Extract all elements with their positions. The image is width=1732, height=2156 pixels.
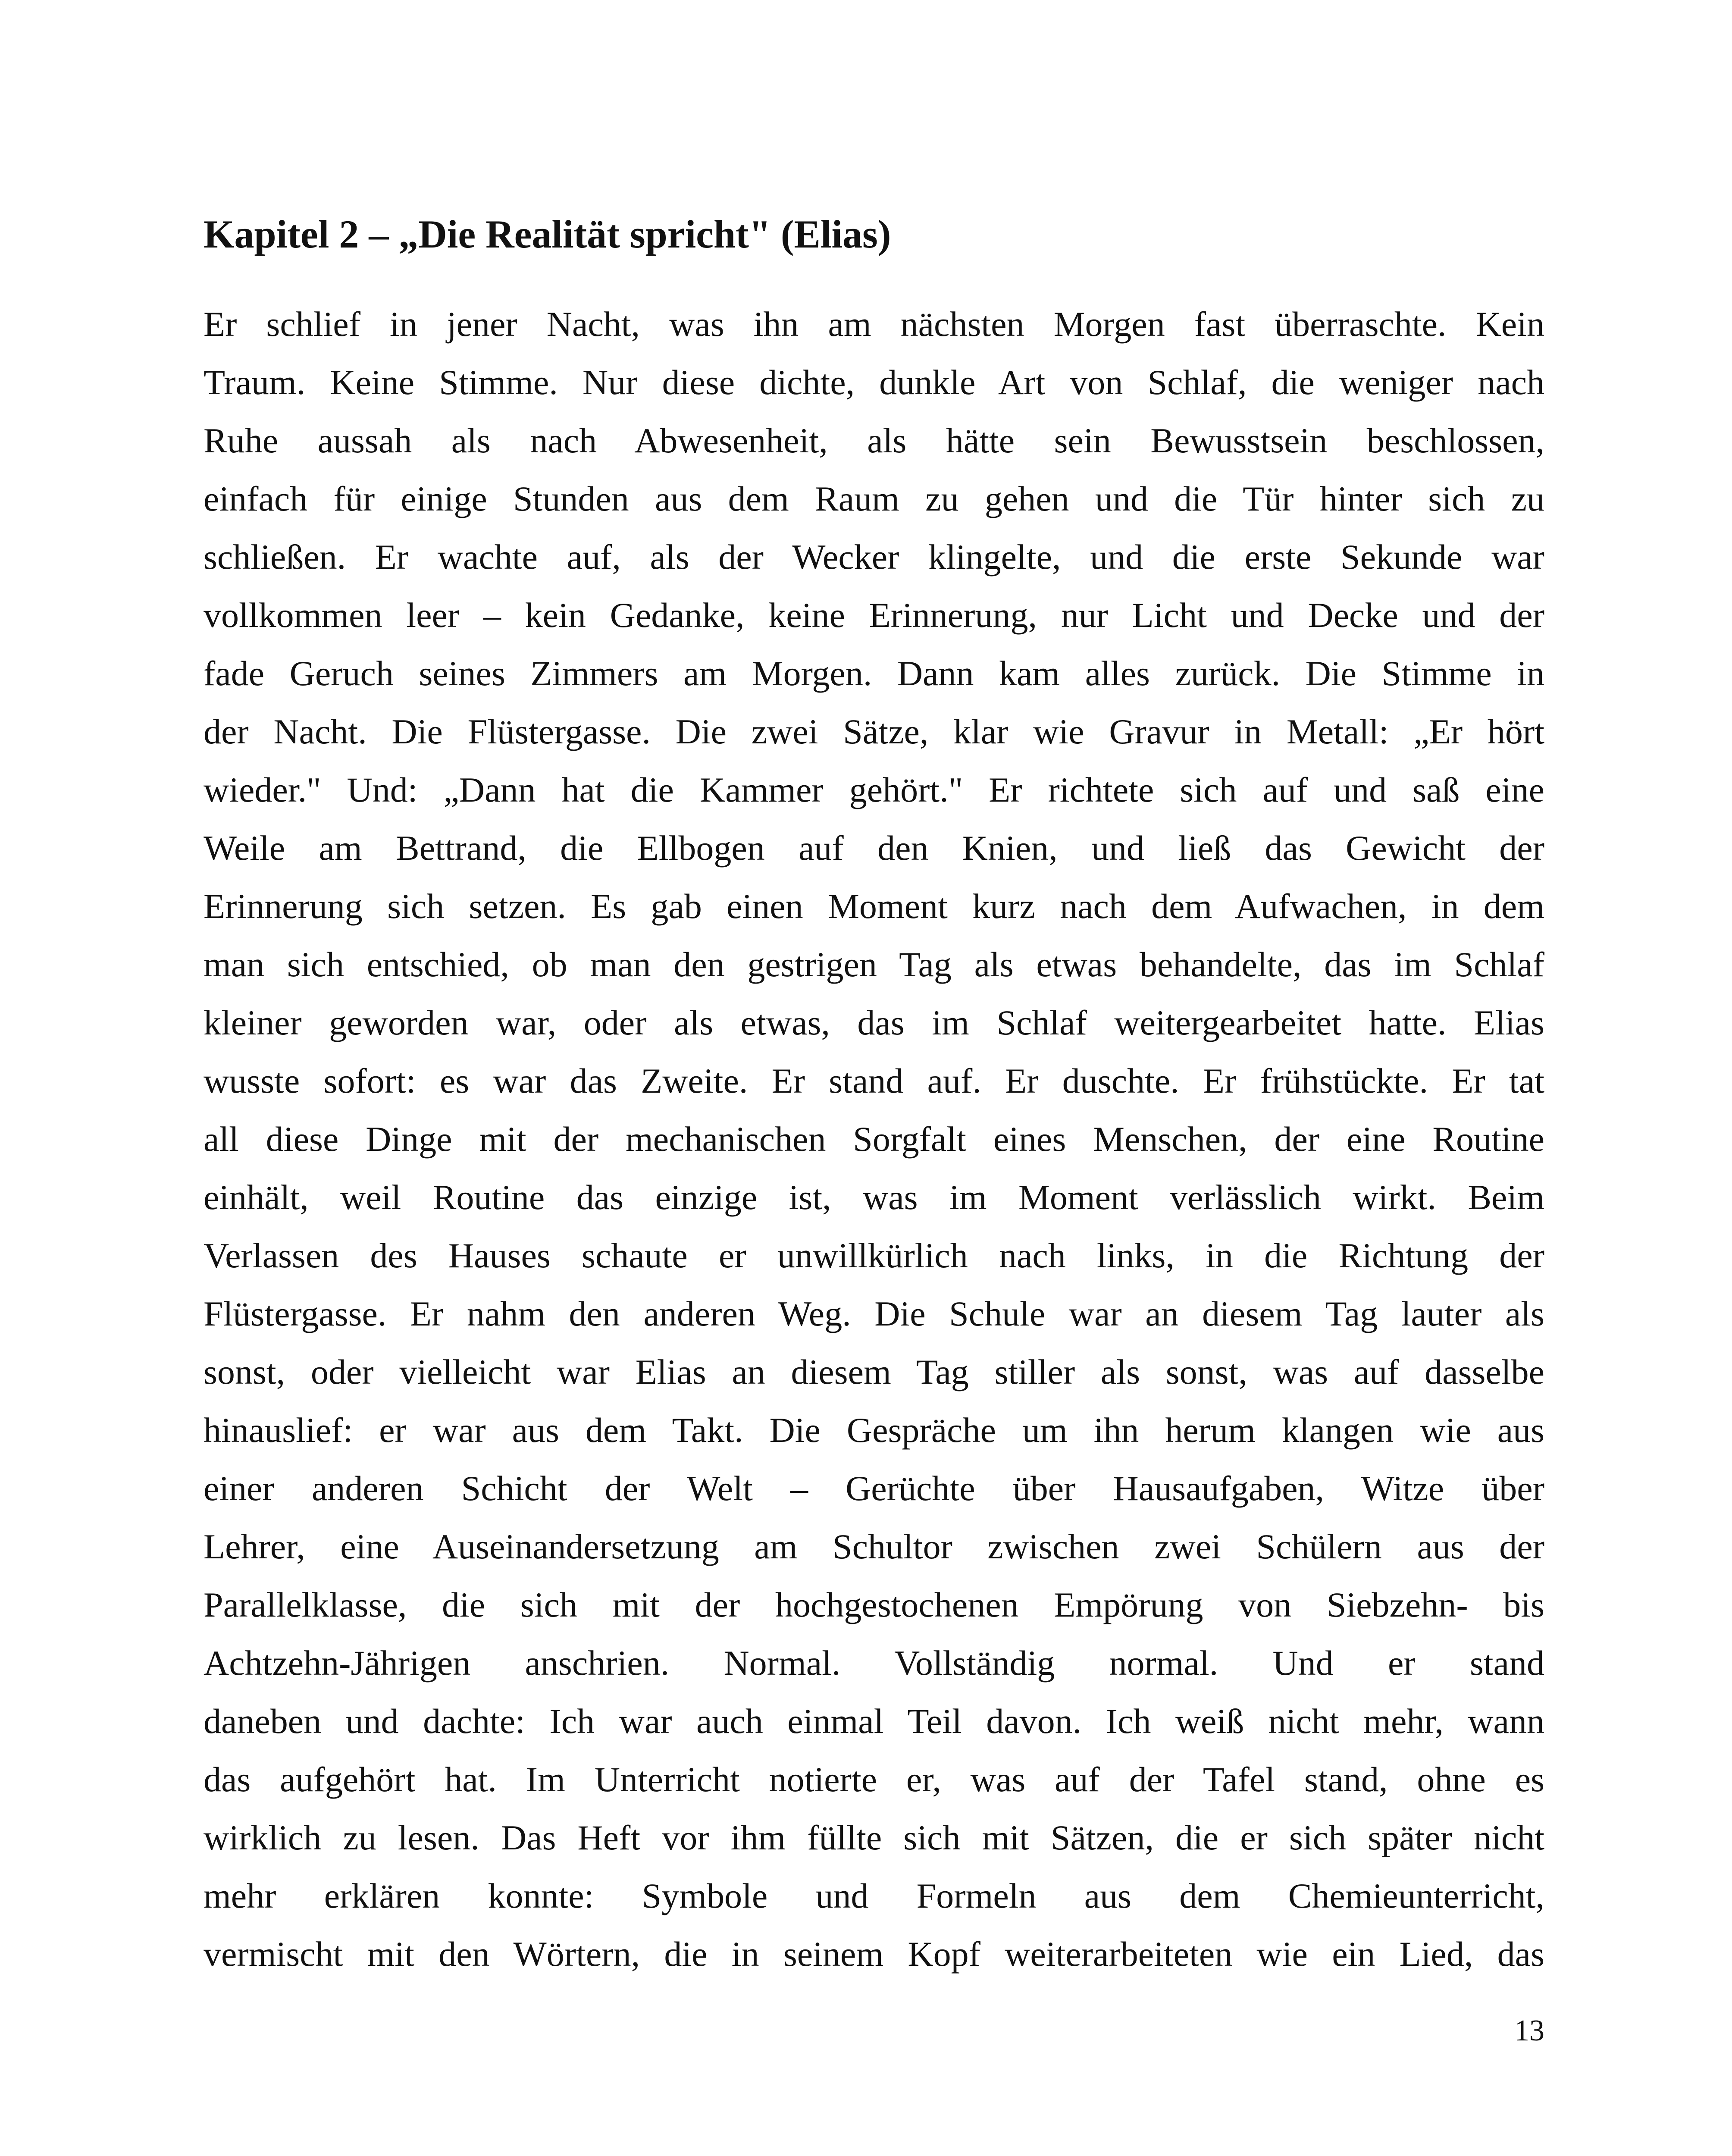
chapter-title: Kapitel 2 – „Die Realität spricht" (Elias) bbox=[204, 212, 891, 256]
paragraph-line: sonst, oder vielleicht war Elias an diesem Tag stiller als sonst, was auf dasselbe bbox=[204, 1352, 1544, 1391]
paragraph-line: all diese Dinge mit der mechanischen Sorgfalt eines Menschen, der eine Routine bbox=[204, 1119, 1544, 1159]
paragraph-line: einfach für einige Stunden aus dem Raum zu gehen und die Tür hinter sich zu bbox=[204, 479, 1544, 518]
paragraph-line: fade Geruch seines Zimmers am Morgen. Dann kam alles zurück. Die Stimme in bbox=[204, 654, 1544, 693]
paragraph-line: Erinnerung sich setzen. Es gab einen Moment kurz nach dem Aufwachen, in dem bbox=[204, 887, 1544, 926]
paragraph-line: daneben und dachte: Ich war auch einmal Teil davon. Ich weiß nicht mehr, wann bbox=[204, 1702, 1544, 1741]
paragraph-line: Traum. Keine Stimme. Nur diese dichte, dunkle Art von Schlaf, die weniger nach bbox=[204, 363, 1544, 402]
paragraph-line: kleiner geworden war, oder als etwas, das im Schlaf weitergearbeitet hatte. Elias bbox=[204, 1003, 1544, 1042]
paragraph-line: Er schlief in jener Nacht, was ihn am nächsten Morgen fast überraschte. Kein bbox=[204, 304, 1544, 344]
paragraph-line: mehr erklären konnte: Symbole und Formeln aus dem Chemieunterricht, bbox=[204, 1876, 1544, 1915]
paragraph-line: einer anderen Schicht der Welt – Gerüchte über Hausaufgaben, Witze über bbox=[204, 1469, 1544, 1508]
paragraph-line: das aufgehört hat. Im Unterricht notierte er, was auf der Tafel stand, ohne es bbox=[204, 1760, 1544, 1799]
paragraph-line: vermischt mit den Wörtern, die in seinem Kopf weiterarbeiteten wie ein Lied, das bbox=[204, 1934, 1544, 1974]
paragraph-line: einhält, weil Routine das einzige ist, was im Moment verlässlich wirkt. Beim bbox=[204, 1178, 1544, 1217]
paragraph-line: vollkommen leer – kein Gedanke, keine Erinnerung, nur Licht und Decke und der bbox=[204, 595, 1544, 635]
page-number: 13 bbox=[1514, 2014, 1544, 2047]
paragraph-line: Flüstergasse. Er nahm den anderen Weg. Die Schule war an diesem Tag lauter als bbox=[204, 1294, 1544, 1333]
paragraph-line: der Nacht. Die Flüstergasse. Die zwei Sätze, klar wie Gravur in Metall: „Er hört bbox=[204, 712, 1544, 751]
paragraph-line: wusste sofort: es war das Zweite. Er stand auf. Er duschte. Er frühstückte. Er tat bbox=[204, 1061, 1544, 1100]
paragraph-line: Lehrer, eine Auseinandersetzung am Schultor zwischen zwei Schülern aus der bbox=[204, 1527, 1544, 1566]
paragraph-line: Achtzehn-Jährigen anschrien. Normal. Vollständig normal. Und er stand bbox=[204, 1643, 1544, 1683]
paragraph-line: Verlassen des Hauses schaute er unwillkürlich nach links, in die Richtung der bbox=[204, 1236, 1544, 1275]
paragraph-line: wieder." Und: „Dann hat die Kammer gehört." Er richtete sich auf und saß eine bbox=[204, 770, 1544, 809]
paragraph-line: Weile am Bettrand, die Ellbogen auf den Knien, und ließ das Gewicht der bbox=[204, 828, 1544, 868]
paragraph-line: schließen. Er wachte auf, als der Wecker klingelte, und die erste Sekunde war bbox=[204, 537, 1544, 577]
paragraph-line: Ruhe aussah als nach Abwesenheit, als hätte sein Bewusstsein beschlossen, bbox=[204, 421, 1544, 460]
body-paragraph bbox=[204, 295, 1544, 1983]
paragraph-line: man sich entschied, ob man den gestrigen Tag als etwas behandelte, das im Schlaf bbox=[204, 945, 1544, 984]
paragraph-line: wirklich zu lesen. Das Heft vor ihm füllte sich mit Sätzen, die er sich später nicht bbox=[204, 1818, 1544, 1857]
paragraph-line: Parallelklasse, die sich mit der hochgestochenen Empörung von Siebzehn- bis bbox=[204, 1585, 1544, 1624]
paragraph-line: hinauslief: er war aus dem Takt. Die Gespräche um ihn herum klangen wie aus bbox=[204, 1410, 1544, 1450]
